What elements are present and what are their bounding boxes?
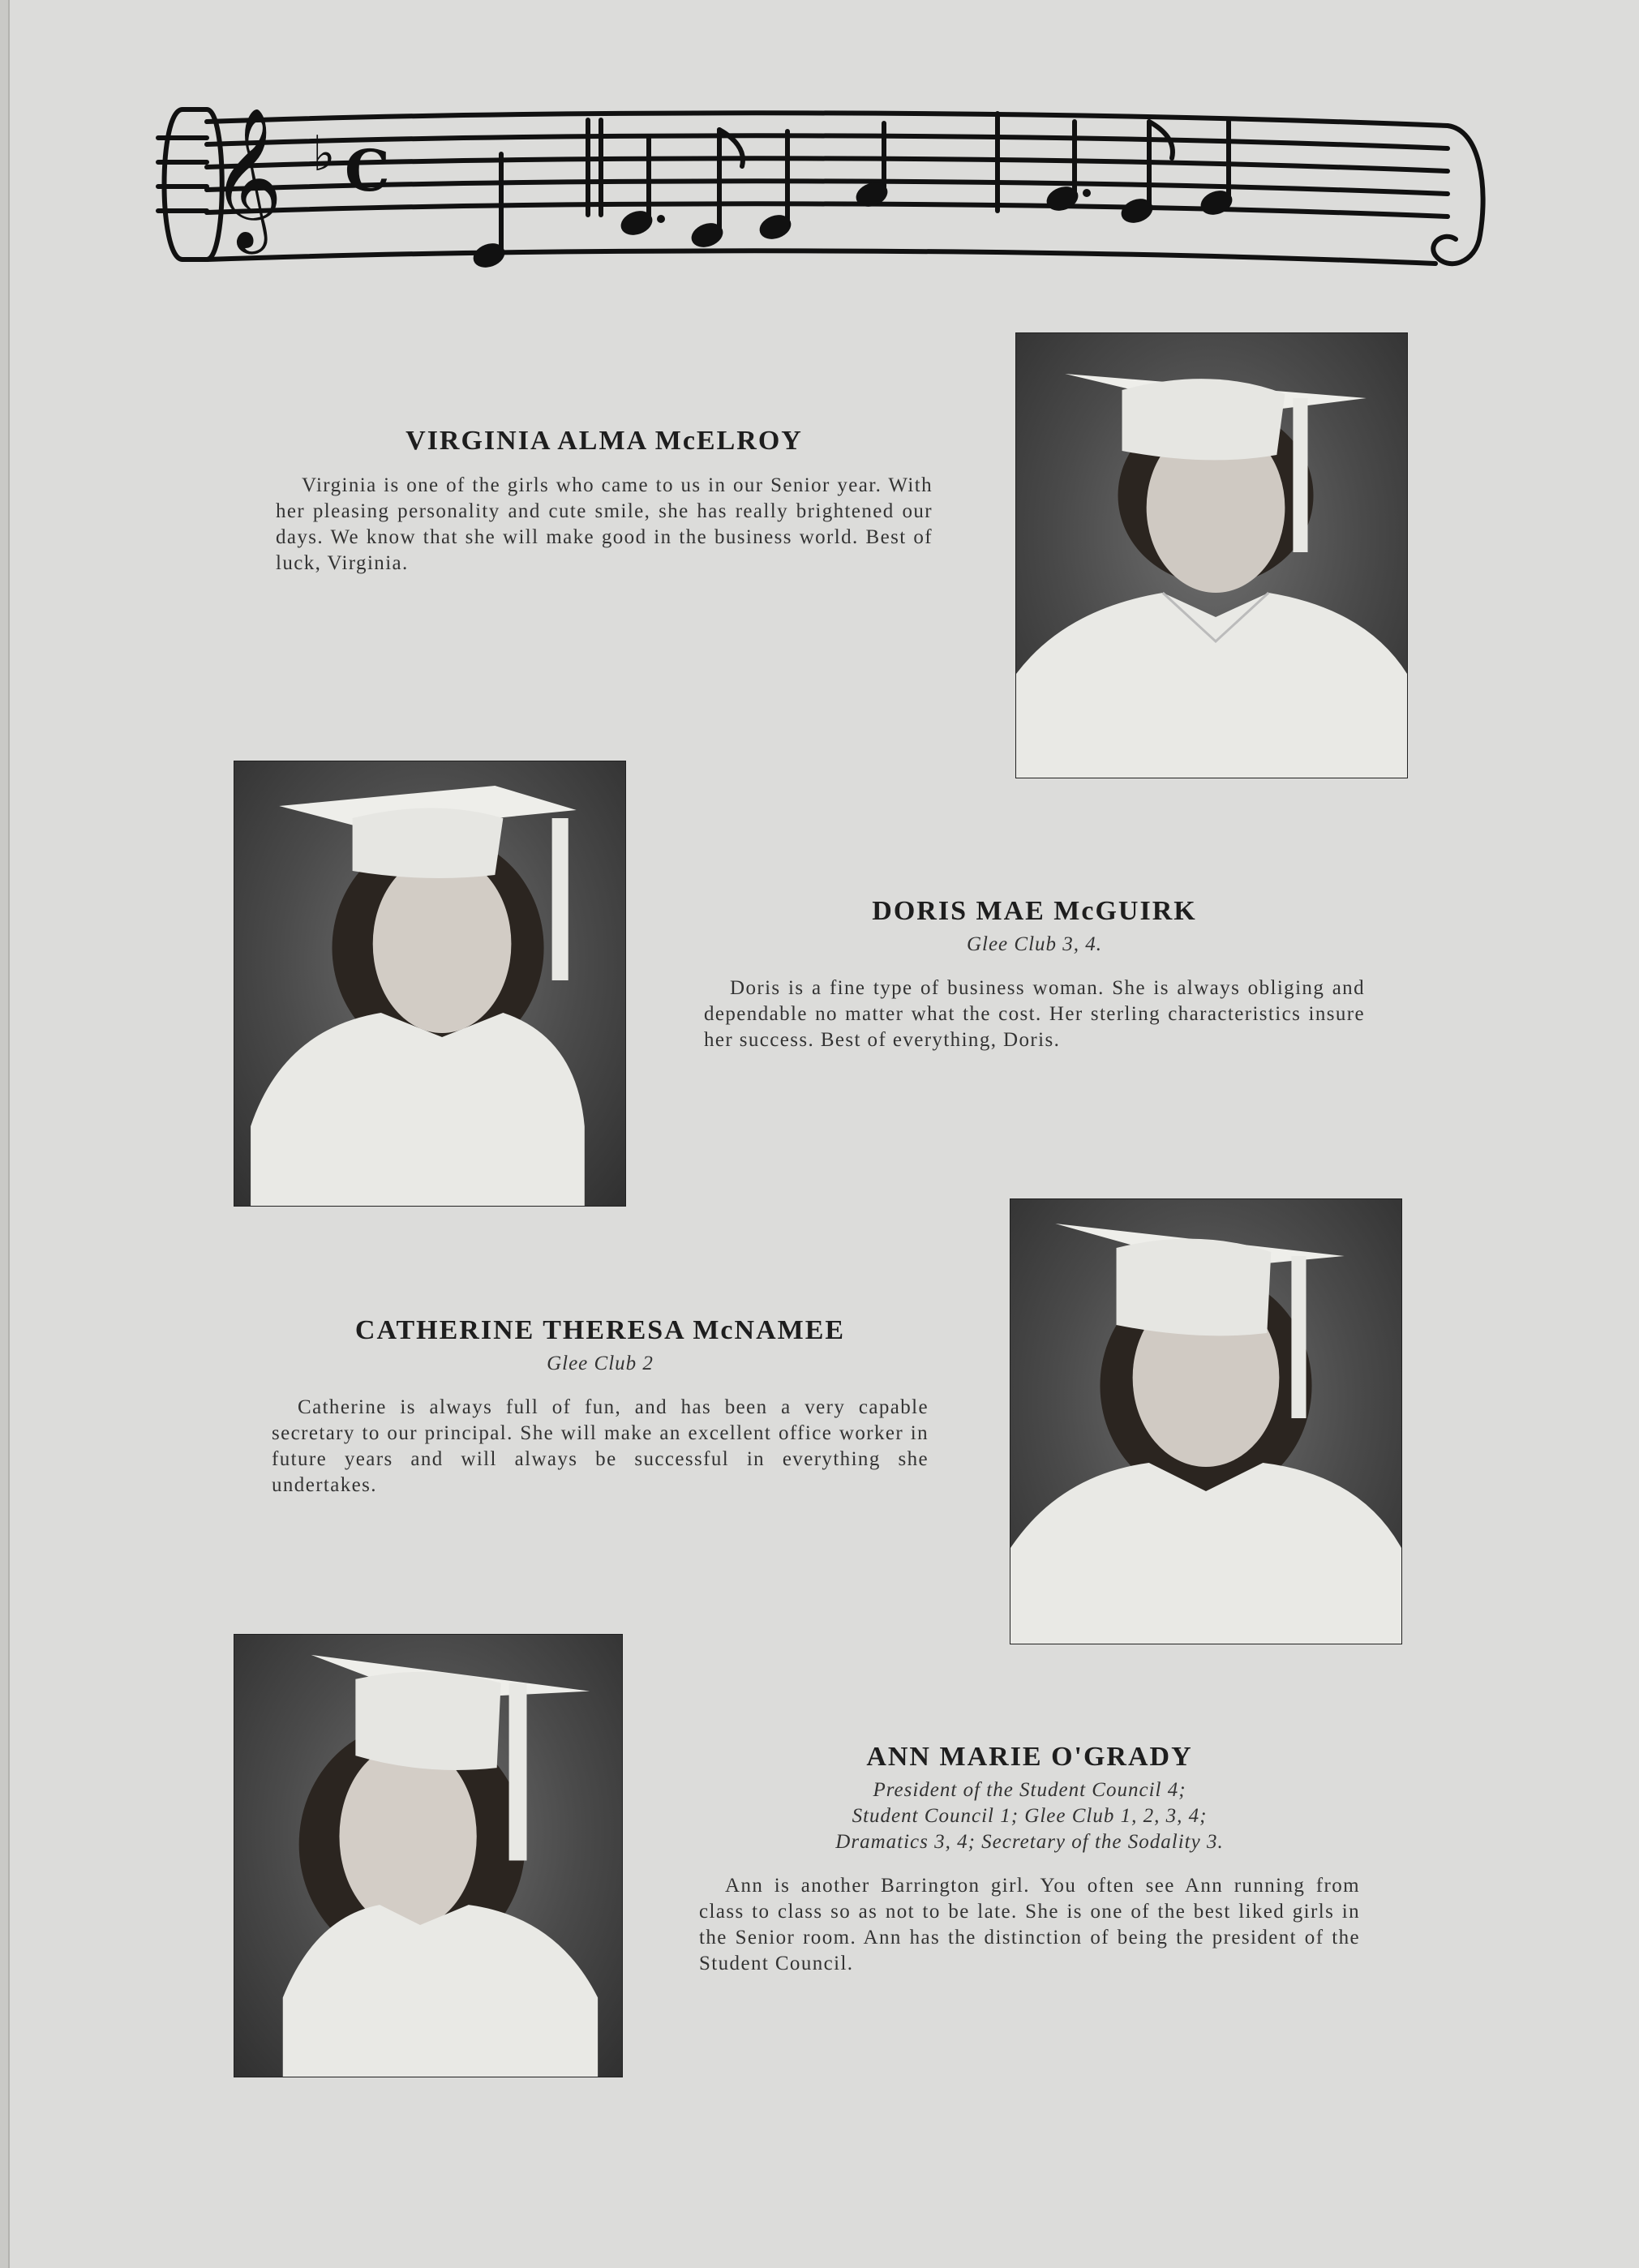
student-name: VIRGINIA ALMA McELROY (405, 426, 803, 456)
music-staff-scroll-icon (150, 89, 1492, 292)
music-staff-banner (150, 89, 1492, 292)
portrait-photo-ann (234, 1634, 623, 2077)
portrait-photo-catherine (1010, 1198, 1402, 1644)
page-binding-edge (0, 0, 10, 2268)
student-entry-ann (699, 1742, 1360, 1977)
student-bio: Catherine is always full of fun, and has been a very capable secretary to our principal. She will make an excellent office worker in future years and will always be successful in everything she undertakes. (272, 1396, 929, 1496)
student-entry-doris (704, 896, 1365, 1053)
portrait-photo-doris (234, 761, 626, 1207)
student-activities: Glee Club 3, 4. (966, 933, 1103, 955)
svg-text:♭: ♭ (312, 126, 336, 182)
student-bio: Virginia is one of the girls who came to us in our Senior year. With her pleasing personality and cute smile, she has really brightened our days. We know that she will make good in the business world. Best of luck, Virginia. (276, 474, 933, 574)
student-bio: Ann is another Barrington girl. You often see Ann running from class to class so as not to be late. She is one of the best liked girls in the Senior room. Ann has the distinction of being the president of the Student Council. (699, 1875, 1360, 1974)
student-activities: Glee Club 2 (547, 1353, 654, 1374)
svg-text:𝄞: 𝄞 (211, 107, 283, 248)
student-name: DORIS MAE McGUIRK (872, 896, 1197, 926)
portrait-photo-virginia (1015, 332, 1408, 778)
student-activities: President of the Student Council 4; Student Council 1; Glee Club 1, 2, 3, 4; Dramatics 3, 4; Secretary of the Sodality 3. (835, 1779, 1224, 1853)
student-entry-virginia (276, 426, 933, 577)
svg-text:C: C (345, 137, 390, 204)
student-entry-catherine (272, 1315, 929, 1498)
student-name: CATHERINE THERESA McNAMEE (354, 1315, 846, 1345)
student-name: ANN MARIE O'GRADY (866, 1742, 1193, 1772)
student-bio: Doris is a fine type of business woman. She is always obliging and dependable no matter what the cost. Her sterling characteristics insure her success. Best of everything, Doris. (704, 977, 1365, 1051)
